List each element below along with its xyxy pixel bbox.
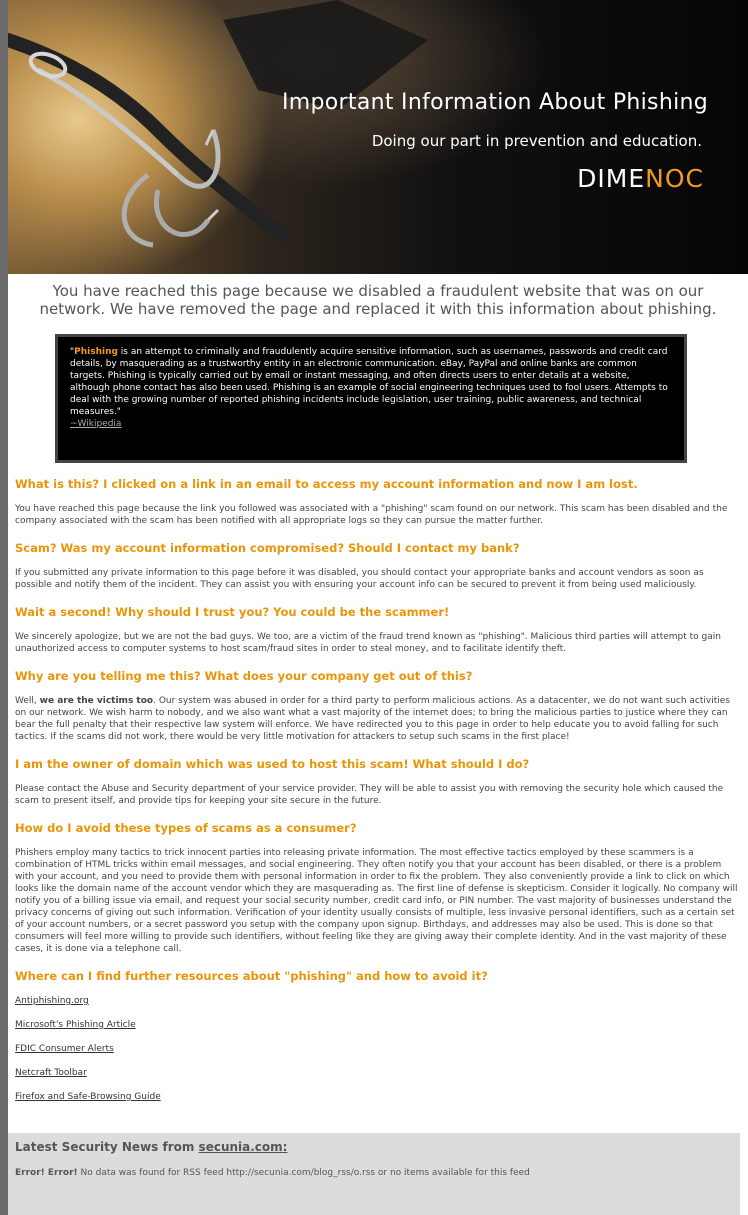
news-title xyxy=(15,1140,287,1154)
faq-answer-trust: We sincerely apologize, but we are not the bad guys. We too, are a victim of the fraud trend known as "phishing". Malicious third parties will attempt to gain unauthorized access to computer systems to host scam/fraud sites in order to steal money, and to facilitate identify theft. xyxy=(15,632,721,654)
news-error-text: No data was found for RSS feed http://secunia.com/blog_rss/o.rss or no items available for this feed xyxy=(77,1168,530,1178)
faq-answer-why-prefix: Well, xyxy=(15,696,40,706)
faq-heading-lost: What is this? I clicked on a link in an email to access my account information and now I am lost. xyxy=(15,477,638,491)
news-title-prefix: Latest Security News from xyxy=(15,1140,199,1154)
faq-heading-resources: Where can I find further resources about "phishing" and how to avoid it? xyxy=(15,969,488,983)
faq-answer-why-bold: we are the victims too xyxy=(39,696,154,706)
faq-content xyxy=(8,477,748,1103)
definition-body: is an attempt to criminally and fraudulently acquire sensitive information, such as usernames, passwords and credit card details, by masquerading as a trustworthy entity in an electronic communication. eBay, PayPal and online banks are common targets. Phishing is typically carried out by email or instant messaging, and often directs users to enter details at a website, although phone contact has also been used. Phishing is an example of social engineering techniques used to fool users. Attempts to deal with the growing number of reported phishing incidents include legislation, user training, public awareness, and technical measures." xyxy=(70,347,668,417)
faq-answer-why-body: . Our system was abused in order for a third party to perform malicious actions. As a datacenter, we do not want such activities on our network. We wish harm to nobody, and we also want what a vast majority of the internet does; to bring the malicious parties to justice where they can bear the full penalty that their respective law system will enforce. We have redirected you to this page in order to help educate you to avoid falling for such tactics. If the scams did not work, there would be very little motivation for attackers to setup such scams in the first place! xyxy=(15,696,730,742)
link-fdic-alerts[interactable]: FDIC Consumer Alerts xyxy=(15,1044,114,1054)
wikipedia-link[interactable]: ~Wikipedia xyxy=(70,419,122,429)
faq-heading-compromised: Scam? Was my account information compromised? Should I contact my bank? xyxy=(15,541,520,555)
page xyxy=(8,0,748,1215)
faq-answer-owner: Please contact the Abuse and Security department of your service provider. They will be able to assist you with removing the security hole which caused the scam to present itself, and provide tips for keeping your site secure in the future. xyxy=(15,784,724,806)
faq-answer-lost: You have reached this page because the link you followed was associated with a "phishing" scam found on our network. This scam has been disabled and the company associated with the scam has been notified with all appropriate logs so they can pursue the matter further. xyxy=(15,504,728,526)
link-antiphishing[interactable]: Antiphishing.org xyxy=(15,996,89,1006)
faq-heading-why: Why are you telling me this? What does your company get out of this? xyxy=(15,669,473,683)
link-netcraft-toolbar[interactable]: Netcraft Toolbar xyxy=(15,1068,87,1078)
brand-logo xyxy=(577,164,704,193)
definition-highlight: Phishing xyxy=(74,347,118,357)
banner-subtitle: Doing our part in prevention and education. xyxy=(371,132,702,150)
link-firefox-guide[interactable]: Firefox and Safe-Browsing Guide xyxy=(15,1092,161,1102)
faq-answer-avoid: Phishers employ many tactics to trick innocent parties into releasing private information. The most effective tactics employed by these scammers is a combination of HTML tricks within email messages, and social engineering. They often notify you that your account has been disabled, or there is a problem with your account, and you need to provide them with personal information in order to fix the problem. They also conveniently provide a link to click on which looks like the domain name of the account vendor which they are masquerading as. The first line of defense is skepticism. Consider it logically. No company will notify you of a billing issue via email, and request your social security number, credit card info, or PIN number. The vast majority of businesses understand the privacy concerns of giving out such information. Verification of your identity usually consists of multiple, less invasive personal identifiers, such as a certain set of your account numbers, or a secret password you setup with the company upon signup. Birthdays, and addresses may also be used. This is done so that consumers will feel more willing to provide such identifiers, without feeling like they are giving away their complete identity. And in the vast majority of these cases, it is done via a telephone call. xyxy=(15,848,738,954)
intro-text: You have reached this page because we disabled a fraudulent website that was on our network. We have removed the page and replaced it with this information about phishing. xyxy=(39,282,717,318)
news-error-label: Error! Error! xyxy=(15,1168,78,1178)
header-banner xyxy=(8,0,748,274)
faq-answer-why xyxy=(15,695,742,743)
brand-logo-part1: DIME xyxy=(577,164,646,193)
resource-links xyxy=(15,995,742,1103)
definition-box xyxy=(55,334,687,463)
security-news-panel xyxy=(8,1133,740,1215)
faq-answer-compromised: If you submitted any private information to this page before it was disabled, you should contact your appropriate banks and account vendors as soon as possible and notify them of the incident. They can assist you with ensuring your account info can be secured to prevent it from being used maliciously. xyxy=(15,568,704,590)
news-error xyxy=(15,1168,530,1178)
link-microsoft-phishing[interactable]: Microsoft's Phishing Article xyxy=(15,1020,136,1030)
banner-title: Important Information About Phishing xyxy=(282,90,708,115)
brand-logo-part2: NOC xyxy=(645,164,704,193)
faq-heading-avoid: How do I avoid these types of scams as a consumer? xyxy=(15,821,357,835)
faq-heading-owner: I am the owner of domain which was used to host this scam! What should I do? xyxy=(15,757,530,771)
open-quote: " xyxy=(70,347,75,357)
secunia-link[interactable]: secunia.com: xyxy=(198,1140,288,1154)
faq-heading-trust: Wait a second! Why should I trust you? You could be the scammer! xyxy=(15,605,450,619)
definition-text xyxy=(58,346,684,430)
